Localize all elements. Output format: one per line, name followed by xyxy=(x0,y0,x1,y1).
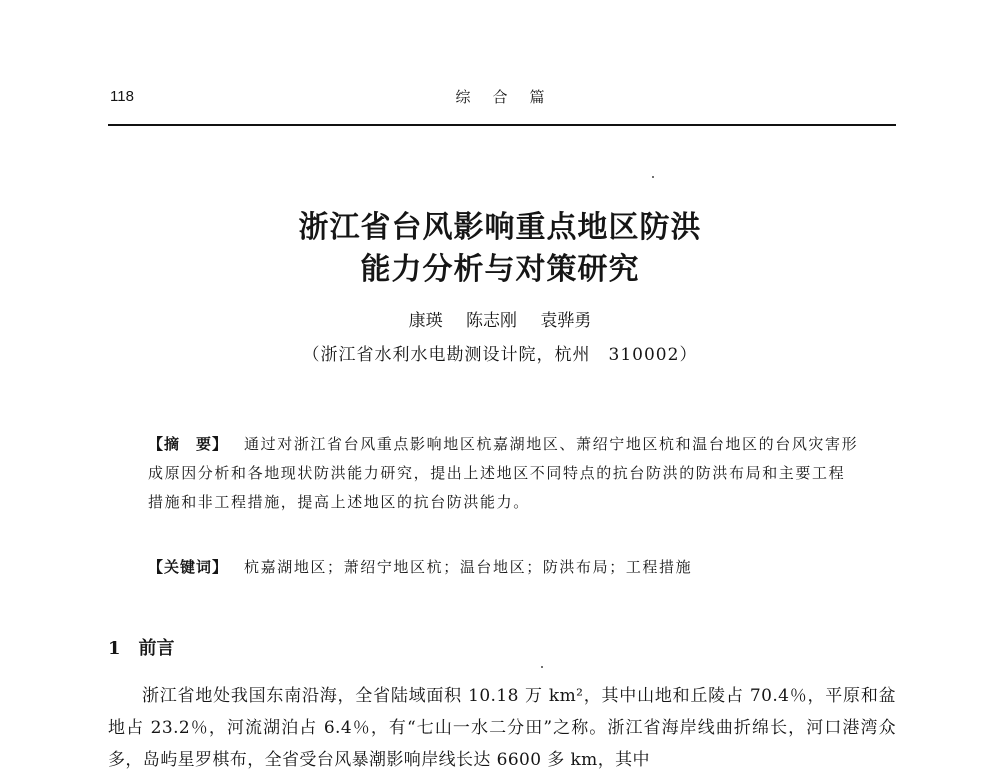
affiliation: （浙江省水利水电勘测设计院，杭州 310002） xyxy=(302,345,698,365)
scan-speck xyxy=(541,666,543,668)
section-heading xyxy=(108,634,175,660)
scan-speck xyxy=(652,176,654,178)
abstract xyxy=(148,430,860,517)
article-title-line-2: 能力分析与对策研究 xyxy=(360,252,640,287)
keywords xyxy=(148,556,860,577)
authors: 康瑛 陈志刚 袁骅勇 xyxy=(408,311,592,331)
section-heading-text: 前言 xyxy=(138,638,175,659)
section-number: 1 xyxy=(108,638,121,659)
article-title-line-1: 浙江省台风影响重点地区防洪 xyxy=(298,210,702,245)
header-rule xyxy=(108,124,896,126)
keywords-label: 【关键词】 xyxy=(148,558,229,576)
abstract-label: 【摘 要】 xyxy=(148,435,229,453)
page-number: 118 xyxy=(110,88,134,105)
running-section-title: 综合篇 xyxy=(455,88,567,106)
body-paragraph: 浙江省地处我国东南沿海，全省陆域面积 10.18 万 km²，其中山地和丘陵占 70.4％，平原和盆地占 23.2％，河流湖泊占 6.4％，有“七山一水二分田”之称。浙江省海岸线曲折绵长，河口港湾众多，岛屿星罗棋布，全省受台风暴潮影响岸线长达 6600 多 km，其中 xyxy=(108,686,896,770)
abstract-text: 通过对浙江省台风重点影响地区杭嘉湖地区、萧绍宁地区杭和温台地区的台风灾害形成原因分析和各地现状防洪能力研究，提出上述地区不同特点的抗台防洪的防洪布局和主要工程措施和非工程措施，提高上述地区的抗台防洪能力。 xyxy=(148,435,859,511)
keywords-text: 杭嘉湖地区；萧绍宁地区杭；温台地区；防洪布局；工程措施 xyxy=(244,558,693,576)
